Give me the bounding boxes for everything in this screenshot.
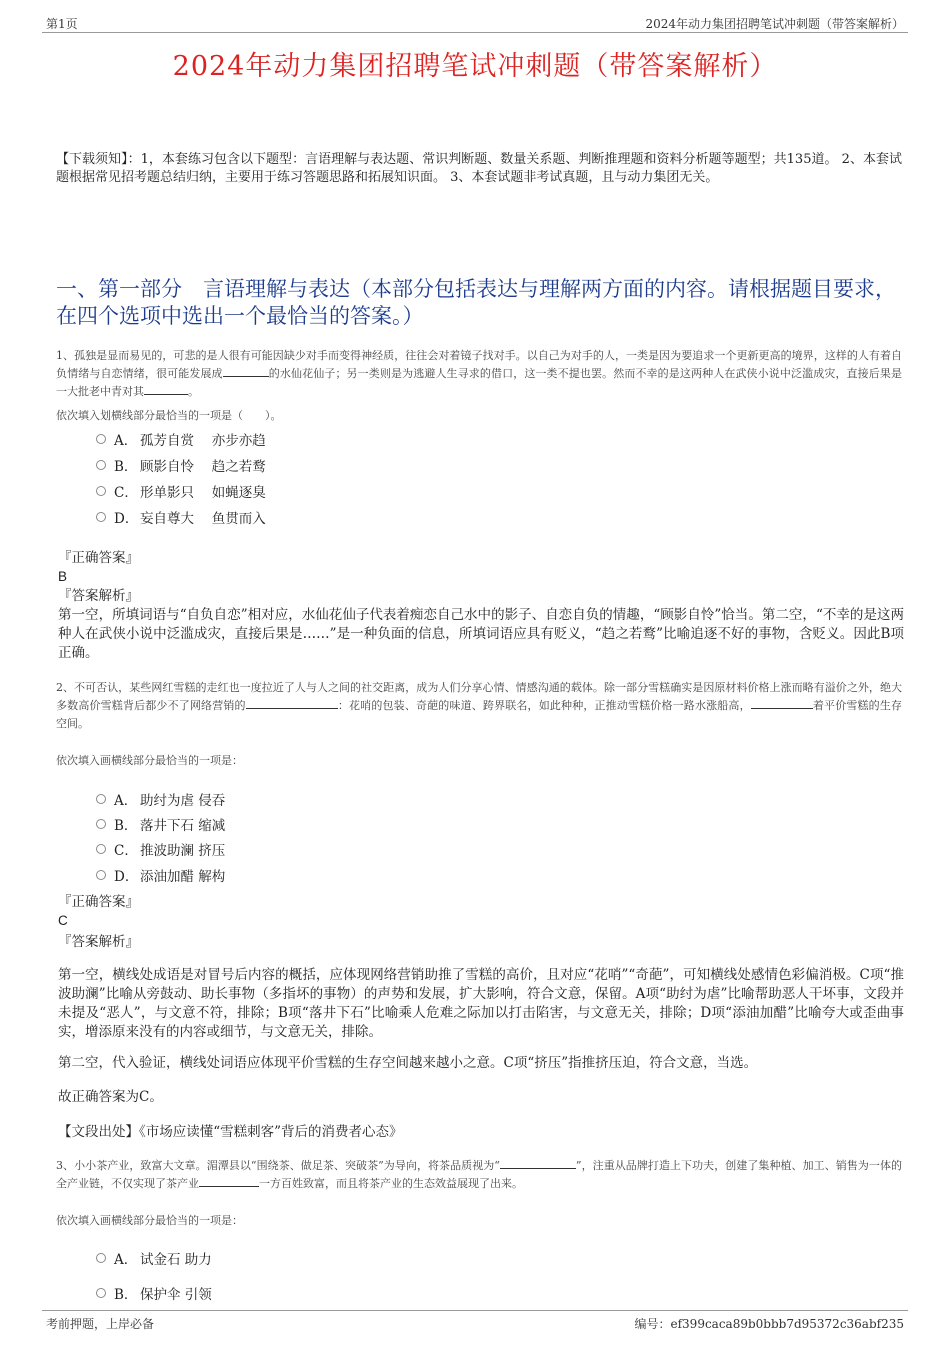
- q1-option-d[interactable]: D． 妄自尊大 鱼贯而入: [96, 507, 266, 527]
- page-number: 第1页: [46, 17, 78, 31]
- q2-analysis-label: 『答案解析』: [58, 934, 139, 950]
- q1-option-b[interactable]: B． 顾影自怜 趋之若鹜: [96, 455, 266, 475]
- header-doc-title: 2024年动力集团招聘笔试冲刺题（带答案解析）: [645, 17, 904, 31]
- q1-analysis: 第一空，所填词语与“自负自恋”相对应，水仙花仙子代表着痴恋自己水中的影子、自恋自负的情趣，“顾影自怜”恰当。第二空，“不幸的是这两种人在武侠小说中泛滥成灾，直接后果是……”是一种负面的信息，所填词语应具有贬义，“趋之若鹜”比喻追逐不好的事物，含贬义。因此B项正确。: [58, 607, 904, 661]
- radio-icon[interactable]: [96, 870, 106, 880]
- q1-option-c[interactable]: C． 形单影只 如蝇逐臭: [96, 481, 266, 501]
- radio-icon[interactable]: [96, 434, 106, 444]
- blank: [223, 365, 269, 377]
- q2-source: 【文段出处】《市场应读懂“雪糕刺客”背后的消费者心态》: [58, 1124, 403, 1140]
- q3-text-a: 3、小小茶产业，致富大文章。湄潭县以“围绕茶、做足茶、突破茶”为导向，将茶品质视为“: [56, 1159, 500, 1172]
- q2-option-a[interactable]: A． 助纣为虐 侵吞: [96, 789, 225, 809]
- header-rule: [42, 32, 908, 33]
- q1-analysis-label: 『答案解析』: [58, 588, 139, 604]
- q3-option-a[interactable]: A． 试金石 助力: [96, 1248, 212, 1268]
- question-3: [56, 1157, 902, 1193]
- q2-answer: C: [58, 913, 68, 928]
- q1-answer: B: [58, 569, 68, 584]
- q3-instruction: 依次填入画横线部分最恰当的一项是：: [56, 1214, 243, 1227]
- footer-doc-id: 编号：ef399caca89b0bbb7d95372c36abf235: [634, 1317, 904, 1331]
- q1-text-b: 的水仙花仙子；另一类则是为逃避人生寻求的借口，这一类不提也罢。然而不幸的是这两种人在武侠小说中泛滥成灾，直接后果是一大批老中青对其: [56, 367, 903, 398]
- radio-icon[interactable]: [96, 486, 106, 496]
- q1-text-a: 1、孤独是显而易见的，可悲的是人很有可能因缺少对手而变得神经质，往往会对着镜子找对手。以自己为对手的人，一类是因为要追求一个更新更高的境界，这样的人有着自负情绪与自恋情绪，很可能发展成: [56, 349, 902, 380]
- q2-instruction: 依次填入画横线部分最恰当的一项是：: [56, 754, 243, 767]
- q3-text-c: 一方百姓致富，而且将茶产业的生态效益展现了出来。: [259, 1177, 523, 1190]
- q2-text-a: 2、不可否认，某些网红雪糕的走红也一度拉近了人与人之间的社交距离，成为人们分享心情、情感沟通的载体。除一部分雪糕确实是因原材料价格上涨而略有溢价之外，绝大多数高价雪糕背后都少不了网络营销的: [56, 681, 902, 712]
- radio-icon[interactable]: [96, 1288, 106, 1298]
- q1-text-c: 。: [188, 385, 199, 398]
- download-notice: 【下载须知】：1，本套练习包含以下题型：言语理解与表达题、常识判断题、数量关系题、判断推理题和资料分析题等题型；共135道。 2、本套试题根据常见招考题总结归纳，主要用于练习答题思路和拓展知识面。 3、本套试题非考试真题，且与动力集团无关。: [56, 152, 902, 185]
- q1-instruction: 依次填入划横线部分最恰当的一项是（ ）。: [56, 409, 282, 422]
- radio-icon[interactable]: [96, 794, 106, 804]
- q2-option-d[interactable]: D． 添油加醋 解构: [96, 865, 225, 885]
- blank: [199, 1175, 259, 1187]
- radio-icon[interactable]: [96, 512, 106, 522]
- radio-icon[interactable]: [96, 460, 106, 470]
- footer-slogan: 考前押题，上岸必备: [46, 1317, 155, 1331]
- q2-analysis-1: 第一空，横线处成语是对冒号后内容的概括，应体现网络营销助推了雪糕的高价，且对应“花哨”“奇葩”，可知横线处感情色彩偏消极。C项“推波助澜”比喻从旁鼓动、助长事物（多指坏的事物）的声势和发展，扩大影响，符合文意，保留。A项“助纣为虐”比喻帮助恶人干坏事，文段并未提及“恶人”，与文意不符，排除；B项“落井下石”比喻乘人危难之际加以打击陷害，与文意无关，排除；D项“添油加醋”比喻夸大或歪曲事实，增添原来没有的内容或细节，与文意无关，排除。: [58, 967, 904, 1040]
- q2-analysis-3: 故正确答案为C。: [58, 1089, 163, 1105]
- q1-answer-label: 『正确答案』: [58, 550, 139, 566]
- blank: [246, 697, 338, 709]
- question-2: [56, 679, 902, 733]
- q2-text-b: ：花哨的包装、奇葩的味道、跨界联名，如此种种，正推动雪糕价格一路水涨船高，: [337, 699, 751, 712]
- blank: [144, 383, 188, 395]
- q2-option-c[interactable]: C． 推波助澜 挤压: [96, 839, 225, 859]
- q2-answer-label: 『正确答案』: [58, 894, 139, 910]
- q2-analysis-2: 第二空，代入验证，横线处词语应体现平价雪糕的生存空间越来越小之意。C项“挤压”指推挤压迫，符合文意，当选。: [58, 1055, 758, 1071]
- radio-icon[interactable]: [96, 1253, 106, 1263]
- radio-icon[interactable]: [96, 819, 106, 829]
- blank: [751, 697, 813, 709]
- page-title: 2024年动力集团招聘笔试冲刺题（带答案解析）: [172, 51, 778, 82]
- question-1: [56, 347, 902, 401]
- q2-option-b[interactable]: B． 落井下石 缩减: [96, 814, 225, 834]
- blank: [500, 1157, 576, 1169]
- section-heading: 一、第一部分 言语理解与表达（本部分包括表达与理解两方面的内容。请根据题目要求，在四个选项中选出一个最恰当的答案。）: [56, 277, 896, 328]
- q1-option-a[interactable]: A． 孤芳自赏 亦步亦趋: [96, 429, 266, 449]
- radio-icon[interactable]: [96, 844, 106, 854]
- footer-rule: [42, 1310, 908, 1311]
- q3-text-b: ”，注重从品牌打造上下功夫，创建了集种植、加工、销售为一体的全产业链，不仅实现了茶产业: [56, 1159, 902, 1190]
- q2-text-c: 着平价雪糕的生存空间。: [56, 699, 903, 730]
- q3-option-b[interactable]: B． 保护伞 引领: [96, 1283, 212, 1303]
